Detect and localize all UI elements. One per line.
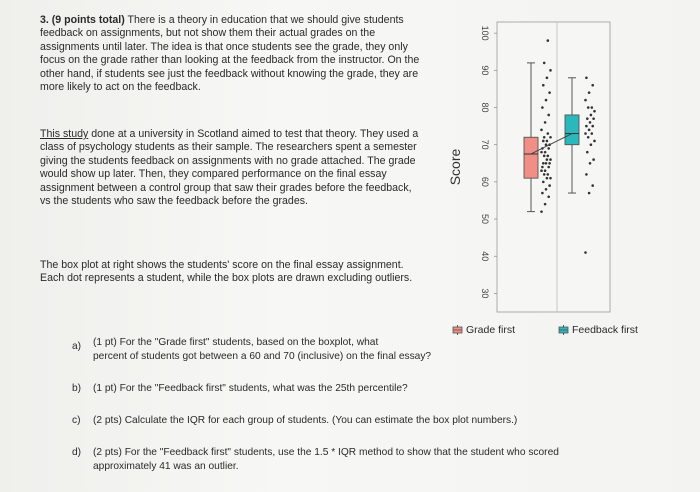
data-point	[591, 132, 594, 135]
data-point	[584, 99, 587, 102]
data-point	[549, 136, 552, 139]
data-point	[591, 184, 594, 187]
part-b-text: (1 pt) For the "Feedback first" students, what was the 25th percentile?	[93, 383, 408, 394]
data-point	[549, 177, 552, 180]
legend-label: Grade first	[466, 324, 516, 336]
part-b-label: b)	[72, 383, 82, 394]
data-point	[593, 140, 596, 143]
data-point	[540, 169, 543, 172]
y-tick-label: 80	[480, 102, 490, 113]
data-point	[541, 166, 544, 169]
data-point	[585, 125, 588, 128]
data-point	[584, 251, 587, 254]
data-point	[589, 162, 592, 165]
data-point	[549, 158, 552, 161]
data-point	[544, 169, 547, 172]
data-point	[547, 155, 550, 158]
data-point	[584, 132, 587, 135]
data-point	[548, 162, 551, 165]
part-a-text-2: percent of students got between a 60 and 70 (inclusive) on the final essay?	[93, 351, 432, 362]
data-point	[546, 177, 549, 180]
data-point	[545, 99, 548, 102]
data-point	[589, 121, 592, 124]
data-point	[547, 132, 550, 135]
data-point	[545, 162, 548, 165]
y-axis-label: Score	[447, 148, 463, 186]
data-point	[543, 155, 546, 158]
data-point	[547, 147, 550, 150]
data-point	[587, 106, 590, 109]
data-point	[587, 136, 590, 139]
data-point	[548, 91, 551, 94]
part-c-label: c)	[72, 415, 81, 426]
data-point	[548, 184, 551, 187]
part-c-text: (2 pts) Calculate the IQR for each group of students. (You can estimate the box plot numbers.)	[93, 415, 518, 426]
y-tick-label: 50	[480, 214, 490, 225]
data-point	[542, 84, 545, 87]
data-point	[541, 106, 544, 109]
box-0	[524, 137, 538, 178]
data-point	[592, 117, 595, 120]
data-point	[590, 114, 593, 117]
score-boxplot	[440, 2, 640, 322]
data-point	[542, 140, 545, 143]
data-point	[588, 129, 591, 132]
y-tick-label: 60	[480, 176, 490, 187]
data-point	[591, 84, 594, 87]
data-point	[588, 192, 591, 195]
data-point	[590, 143, 593, 146]
box-1	[565, 115, 579, 145]
data-point	[549, 69, 552, 72]
study-text: done at a university in Scotland aimed to test that theory. They used a class of psychology students as their sample. The researchers spent a semester giving the students feedback on assignments with no grade attached. The grade would show up later. Then, they compared performance on the final essay assignment between a control group that saw their grades before the feedback, vs the students who saw the feedback before the grades.	[40, 128, 419, 208]
question-header: 3. (9 points total)	[40, 14, 125, 26]
study-paragraph	[40, 128, 420, 208]
boxplot-icon	[558, 325, 569, 335]
data-point	[547, 39, 550, 42]
y-tick-label: 100	[480, 25, 490, 41]
data-point	[546, 158, 549, 161]
y-tick-label: 30	[480, 288, 490, 299]
legend-label: Feedback first	[572, 324, 638, 336]
data-point	[547, 166, 550, 169]
data-point	[591, 125, 594, 128]
data-point	[542, 181, 545, 184]
data-point	[540, 151, 543, 154]
data-point	[542, 162, 545, 165]
data-point	[544, 151, 547, 154]
data-point	[586, 117, 589, 120]
part-d-text-2: approximately 41 was an outlier.	[93, 461, 239, 472]
boxplot-description: The box plot at right shows the students' score on the final essay assignment. Each dot represents a student, while the box plots are drawn excluding outliers.	[40, 259, 413, 285]
data-point	[547, 114, 550, 117]
study-link[interactable]: This study	[40, 128, 89, 140]
data-point	[547, 173, 550, 176]
part-d-label: d)	[72, 447, 82, 458]
data-point	[543, 136, 546, 139]
y-tick-label: 70	[480, 139, 490, 150]
legend-grade-first	[452, 324, 515, 336]
y-tick-label: 90	[480, 65, 490, 76]
data-point	[543, 173, 546, 176]
data-point	[546, 76, 549, 79]
data-point	[546, 140, 549, 143]
question-intro	[40, 14, 435, 94]
data-point	[547, 195, 550, 198]
data-point	[586, 151, 589, 154]
part-d-text-1: (2 pts) For the "Feedback first" students, use the 1.5 * IQR method to show that the student who scored	[93, 447, 559, 458]
part-a-text-1: (1 pt) For the "Grade first" students, based on the boxplot, what	[93, 337, 379, 348]
data-point	[540, 210, 543, 213]
y-tick-label: 40	[480, 251, 490, 262]
boxplot-icon	[452, 325, 463, 335]
data-point	[593, 110, 596, 113]
data-point	[541, 192, 544, 195]
data-point	[540, 129, 543, 132]
part-a-label: a)	[72, 341, 82, 352]
data-point	[585, 76, 588, 79]
data-point	[591, 106, 594, 109]
data-point	[545, 188, 548, 191]
data-point	[544, 203, 547, 206]
data-point	[588, 91, 591, 94]
data-point	[543, 62, 546, 65]
data-point	[585, 173, 588, 176]
data-point	[544, 121, 547, 124]
data-point	[592, 158, 595, 161]
intro-text: There is a theory in education that we should give students feedback on assignments, but not show them their actual grades on the assignments until later. The idea is that once students see the grade, they only focus on the grade rather than looking at the feedback from the instructor. On the other hand, if students see just the feedback without knowing the grade, they are more likely to act on the feedback.	[40, 14, 420, 94]
plot-area	[497, 22, 610, 312]
legend-feedback-first	[558, 324, 638, 336]
